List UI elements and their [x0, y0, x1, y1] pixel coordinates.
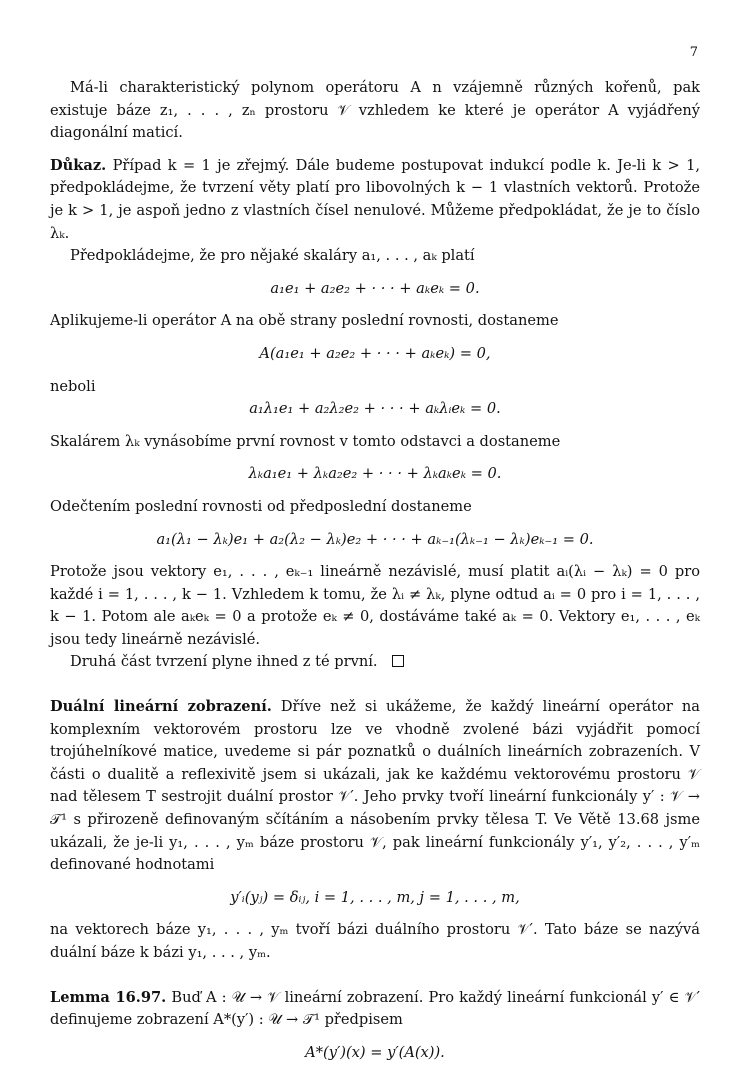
equation-5: a₁(λ₁ − λₖ)e₁ + a₂(λ₂ − λₖ)e₂ + · · · + aₖ₋₁(λₖ₋₁ − λₖ)eₖ₋₁ = 0.: [156, 530, 594, 548]
equation-4: λₖa₁e₁ + λₖa₂e₂ + · · · + λₖaₖeₖ = 0.: [248, 465, 502, 483]
dual-section-title: Duální lineární zobrazení.: [50, 698, 272, 716]
equation-7: A*(y′)(x) = y′(A(x)).: [305, 1043, 445, 1061]
proof-paragraph-2: Předpokládejme, že pro nějaké skaláry a₁, . . . , aₖ platí: [70, 247, 475, 265]
lemma-label: Lemma 16.97.: [50, 988, 167, 1006]
lemma-text: Buď A : 𝒰 → 𝒱 lineární zobrazení. Pro každý lineární funkcionál y′ ∈ 𝒱′ definujeme zobrazení A*(y′) : 𝒰 → 𝒯¹ předpisem: [50, 988, 701, 1029]
dual-text: Dříve než si ukážeme, že každý lineární operátor na komplexním vektorovém prostoru lze ve vhodně zvolené bázi vyjádřit pomocí trojúhelníkové matice, uvedeme si pár poznatků o duálních lineárních zobrazeních. V části o dualitě a reflexivitě jsem si ukázali, jak ke každému vektorovému prostoru 𝒱 nad tělesem T sestrojit duální prostor 𝒱′. Jeho prvky tvoří lineární funkcionály y′ : 𝒱 → 𝒯¹ s přirozeně definovaným sčítáním a násobením prvky tělesa T. Ve Větě 13.68 jsme ukázali, že je-li y₁, . . . , yₘ báze prostoru 𝒱, pak lineární funkcionály y′₁, y′₂, . . . , y′ₘ definované hodnotami: [50, 698, 700, 874]
neboli-text: neboli: [50, 377, 96, 395]
equation-3: a₁λ₁e₁ + a₂λ₂e₂ + · · · + aₖλᵢeₖ = 0.: [249, 400, 501, 418]
page-number: 7: [689, 45, 698, 60]
proof-paragraph-4: Skalárem λₖ vynásobíme první rovnost v tomto odstavci a dostaneme: [50, 432, 561, 450]
equation-1: a₁e₁ + a₂e₂ + · · · + aₖeₖ = 0.: [270, 279, 480, 297]
proof-text-1: Případ k = 1 je zřejmý. Dále budeme postupovat indukcí podle k. Je-li k > 1, předpokládejme, že tvrzení věty platí pro libovolných k − 1 vlastních vektorů. Protože je k > 1, je aspoň jedno z vlastních čísel nenulové. Můžeme předpokládat, že je to číslo λₖ.: [50, 156, 700, 242]
lemma-paragraph: [50, 987, 700, 1032]
proof-paragraph-1: [50, 155, 700, 245]
proof-paragraph-7: [50, 651, 700, 674]
intro-paragraph: Má-li charakteristický polynom operátoru A n vzájemně různých kořenů, pak existuje báze z₁, . . . , zₙ prostoru 𝒱 vzhledem ke které je operátor A vyjádřený diagonální maticí.: [50, 79, 700, 142]
proof-paragraph-3: Aplikujeme-li operátor A na obě strany poslední rovnosti, dostaneme: [50, 312, 559, 330]
proof-paragraph-6: Protože jsou vektory e₁, . . . , eₖ₋₁ lineárně nezávislé, musí platit aᵢ(λᵢ − λₖ) = 0 pro každé i = 1, . . . , k − 1. Vzhledem k tomu, že λᵢ ≠ λₖ, plyne odtud aᵢ = 0 pro i = 1, . . . , k − 1. Potom ale aₖeₖ = 0 a protože eₖ ≠ 0, dostáváme také aₖ = 0. Vektory e₁, . . . , eₖ jsou tedy lineárně nezávislé.: [50, 563, 700, 648]
dual-paragraph-2: na vektorech báze y₁, . . . , yₘ tvoří bázi duálního prostoru 𝒱′. Tato báze se nazývá duální báze k bázi y₁, . . . , yₘ.: [50, 921, 700, 961]
qed-square-icon: [392, 655, 404, 667]
equation-2: A(a₁e₁ + a₂e₂ + · · · + aₖeₖ) = 0,: [259, 344, 491, 362]
proof-paragraph-5: Odečtením poslední rovnosti od předposlední dostaneme: [50, 497, 472, 515]
page-body: [50, 77, 700, 1074]
proof-label: Důkaz.: [50, 156, 107, 174]
proof-text-7: Druhá část tvrzení plyne ihned z té první.: [70, 653, 378, 671]
equation-6: y′ᵢ(yⱼ) = δᵢⱼ, i = 1, . . . , m, j = 1, . . . , m,: [230, 888, 520, 906]
dual-paragraph: [50, 696, 700, 877]
